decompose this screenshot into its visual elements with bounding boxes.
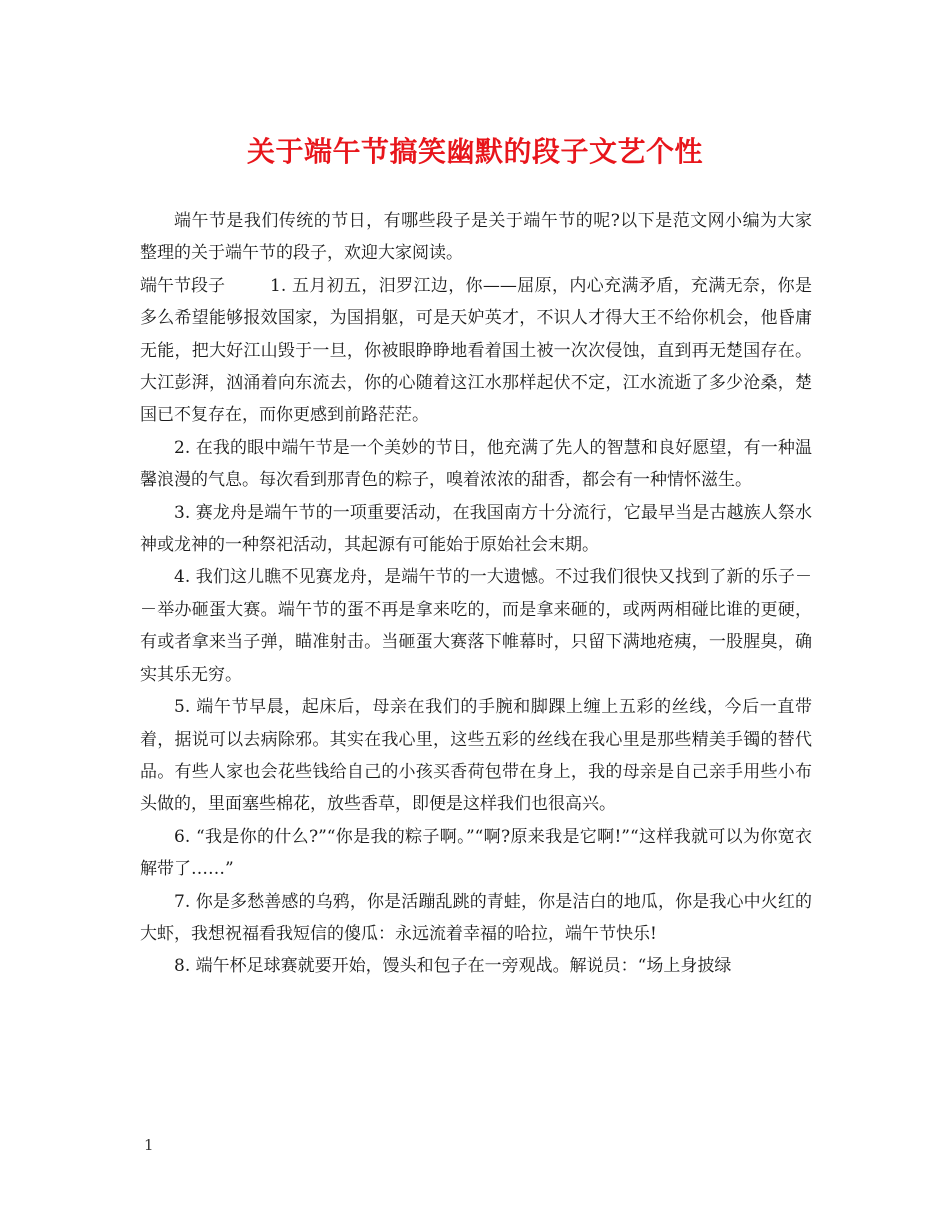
section-label: 端午节段子	[140, 275, 225, 296]
intro-paragraph: 端午节是我们传统的节日，有哪些段子是关于端午节的呢?以下是范文网小编为大家整理的关于端午节的段子，欢迎大家阅读。	[140, 211, 812, 264]
paragraph-1	[140, 270, 812, 432]
page-number: 1	[144, 1136, 154, 1154]
paragraph-6: 6. “我是你的什么?”“你是我的粽子啊。”“啊?原来我是它啊!”“这样我就可以为你宽衣解带了……”	[140, 826, 812, 880]
paragraph-3: 3. 赛龙舟是端午节的一项重要活动，在我国南方十分流行，它最早当是古越族人祭水神或龙神的一种祭祀活动，其起源有可能始于原始社会末期。	[140, 502, 812, 556]
paragraph-4: 4. 我们这儿瞧不见赛龙舟，是端午节的一大遗憾。不过我们很快又找到了新的乐子－－举办砸蛋大赛。端午节的蛋不再是拿来吃的，而是拿来砸的，或两两相碰比谁的更硬，有或者拿来当子弹，瞄准射击。当砸蛋大赛落下帷幕时，只留下满地疮痍，一股腥臭，确实其乐无穷。	[140, 567, 812, 685]
paragraph-7: 7. 你是多愁善感的乌鸦，你是活蹦乱跳的青蛙，你是洁白的地瓜，你是我心中火红的大虾，我想祝福看我短信的傻瓜：永远流着幸福的哈拉，端午节快乐!	[140, 891, 812, 944]
paragraph-1-text: 1. 五月初五，汨罗江边，你——屈原，内心充满矛盾，充满无奈，你是多么希望能够报效国家，为国捐躯，可是天妒英才，不识人才得大王不给你机会，他昏庸无能，把大好江山毁于一旦，你被眼睁睁地看着国土被一次次侵蚀，直到再无楚国存在。大江彭湃，汹涌着向东流去，你的心随着这江水那样起伏不定，江水流逝了多少沧桑，楚国已不复存在，而你更感到前路茫茫。	[140, 275, 812, 426]
paragraph-8: 8. 端午杯足球赛就要开始，馒头和包子在一旁观战。解说员：“场上身披绿	[174, 956, 732, 977]
paragraph-2: 2. 在我的眼中端午节是一个美妙的节日，他充满了先人的智慧和良好愿望，有一种温馨浪漫的气息。每次看到那青色的粽子，嗅着浓浓的甜香，都会有一种情怀滋生。	[140, 437, 812, 491]
document-body	[140, 205, 812, 983]
paragraph-5: 5. 端午节早晨，起床后，母亲在我们的手腕和脚踝上缠上五彩的丝线，今后一直带着，据说可以去病除邪。其实在我心里，这些五彩的丝线在我心里是那些精美手镯的替代品。有些人家也会花些钱给自己的小孩买香荷包带在身上，我的母亲是自己亲手用些小布头做的，里面塞些棉花，放些香草，即便是这样我们也很高兴。	[140, 697, 812, 815]
document-title: 关于端午节搞笑幽默的段子文艺个性	[246, 135, 703, 168]
